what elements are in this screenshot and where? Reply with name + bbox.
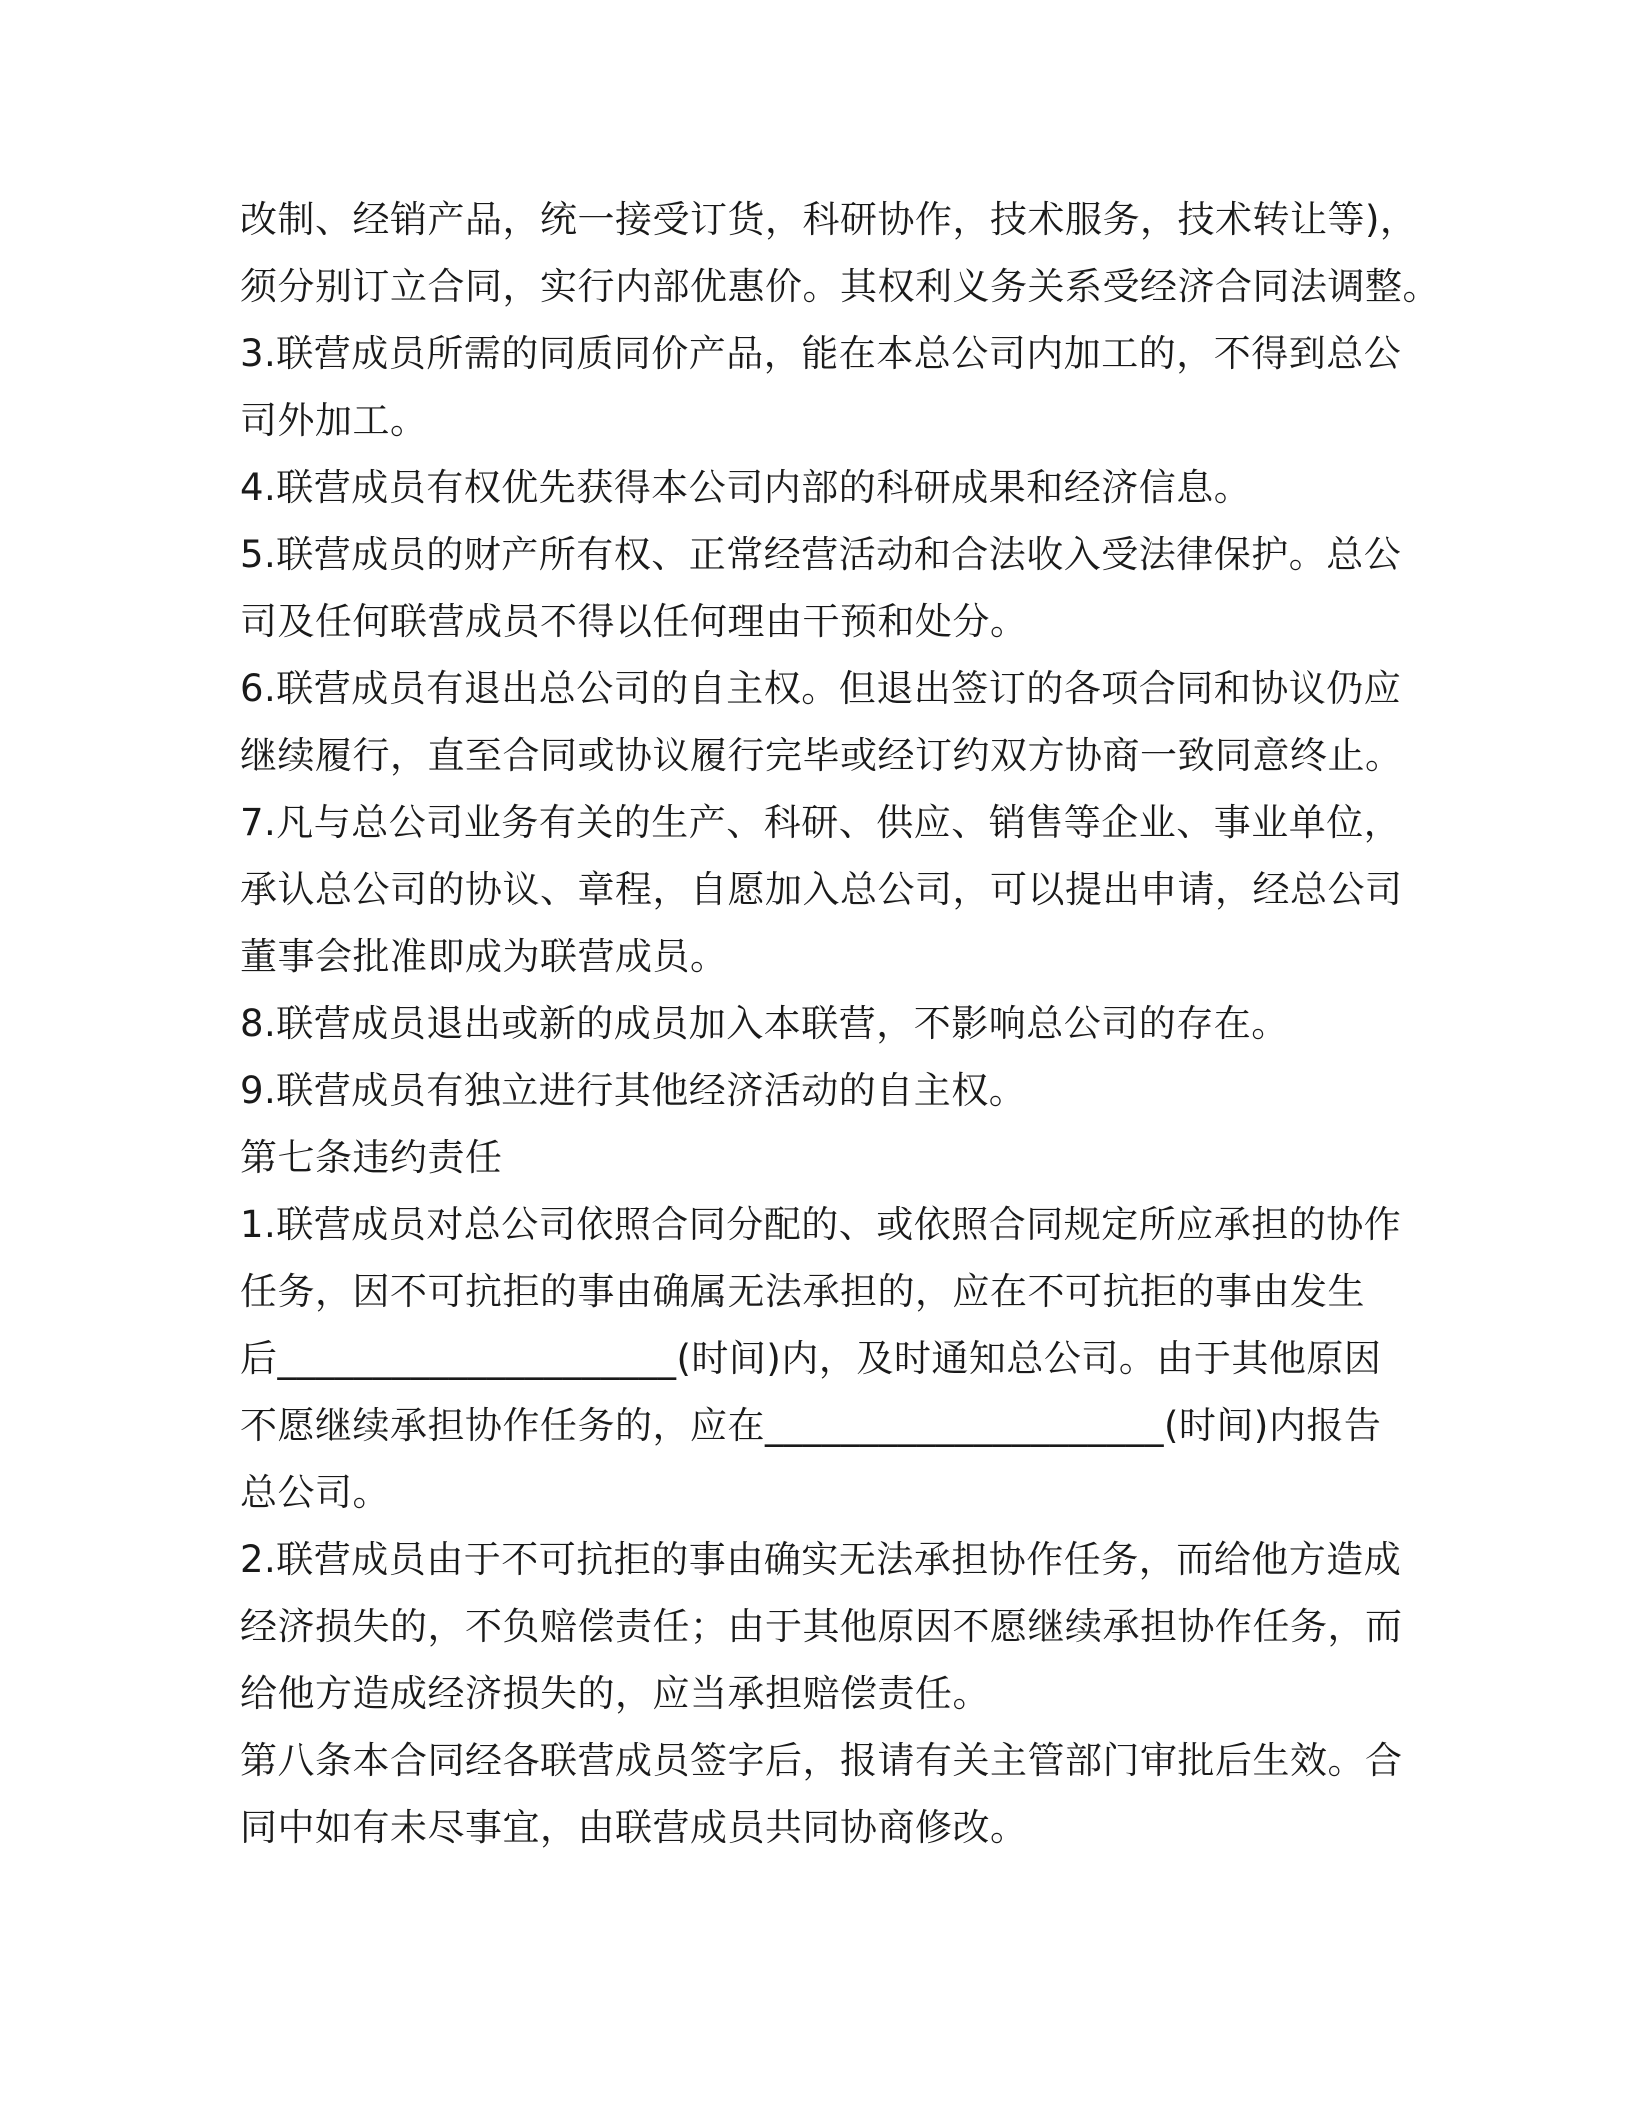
text-line: 9.联营成员有独立进行其他经济活动的自主权。 — [240, 1069, 1027, 1112]
text-line: 后_____________________(时间)内，及时通知总公司。由于其他原因 — [240, 1337, 1382, 1380]
text-line: 承认总公司的协议、章程，自愿加入总公司，可以提出申请，经总公司 — [240, 868, 1403, 911]
text-line: 须分别订立合同，实行内部优惠价。其权利义务关系受经济合同法调整。 — [240, 265, 1440, 308]
text-line: 改制、经销产品，统一接受订货，科研协作，技术服务，技术转让等)， — [240, 198, 1418, 241]
text-line: 7.凡与总公司业务有关的生产、科研、供应、销售等企业、事业单位， — [240, 801, 1402, 844]
text-line: 同中如有未尽事宜，由联营成员共同协商修改。 — [240, 1806, 1028, 1849]
text-line: 任务，因不可抗拒的事由确属无法承担的，应在不可抗拒的事由发生 — [240, 1270, 1365, 1313]
document-body — [240, 186, 1440, 1861]
text-line: 1.联营成员对总公司依照合同分配的、或依照合同规定所应承担的协作 — [240, 1203, 1402, 1246]
text-line: 司外加工。 — [240, 399, 428, 442]
text-line: 董事会批准即成为联营成员。 — [240, 935, 728, 978]
text-line: 司及任何联营成员不得以任何理由干预和处分。 — [240, 600, 1028, 643]
text-line: 第八条本合同经各联营成员签字后，报请有关主管部门审批后生效。合 — [240, 1739, 1403, 1782]
text-line: 6.联营成员有退出总公司的自主权。但退出签订的各项合同和协议仍应 — [240, 667, 1402, 710]
text-line: 3.联营成员所需的同质同价产品，能在本总公司内加工的，不得到总公 — [240, 332, 1402, 375]
text-line: 8.联营成员退出或新的成员加入本联营，不影响总公司的存在。 — [240, 1002, 1289, 1045]
text-line: 不愿继续承担协作任务的，应在_____________________(时间)内报告 — [240, 1404, 1382, 1447]
text-line: 经济损失的，不负赔偿责任；由于其他原因不愿继续承担协作任务，而 — [240, 1605, 1403, 1648]
text-line: 4.联营成员有权优先获得本公司内部的科研成果和经济信息。 — [240, 466, 1252, 509]
text-line: 总公司。 — [240, 1471, 390, 1514]
text-line: 给他方造成经济损失的，应当承担赔偿责任。 — [240, 1672, 990, 1715]
text-line: 2.联营成员由于不可抗拒的事由确实无法承担协作任务，而给他方造成 — [240, 1538, 1402, 1581]
text-line: 5.联营成员的财产所有权、正常经营活动和合法收入受法律保护。总公 — [240, 533, 1402, 576]
text-line: 继续履行，直至合同或协议履行完毕或经订约双方协商一致同意终止。 — [240, 734, 1403, 777]
section-heading: 第七条违约责任 — [240, 1136, 503, 1179]
